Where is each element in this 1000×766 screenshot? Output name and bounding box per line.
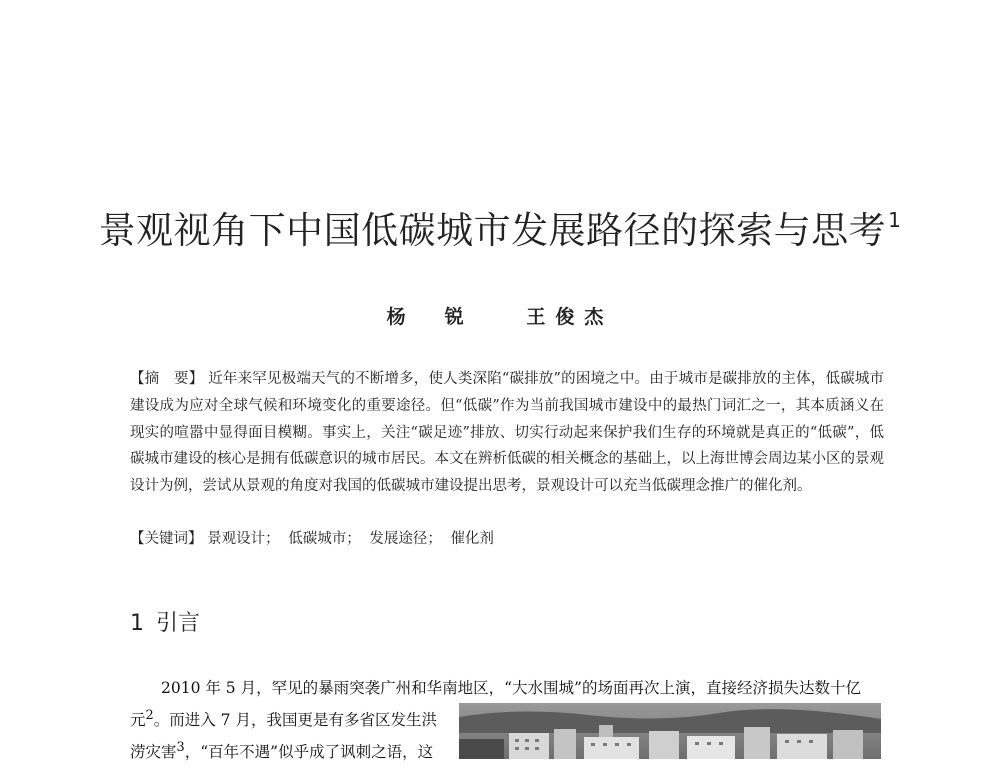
footnote-marker: 2 bbox=[145, 708, 154, 723]
abstract-label: 【摘 要】 bbox=[130, 371, 204, 387]
author-2: 王俊杰 bbox=[526, 306, 614, 328]
abstract-text: 近年来罕见极端天气的不断增多，使人类深陷“碳排放”的困境之中。由于城市是碳排放的主体，低碳城市建设成为应对全球气候和环境变化的重要途径。但“低碳”作为当前我国城市建设中的最热门词汇之一，其本质涵义在现实的喧嚣中显得面目模糊。事实上，关注“碳足迹”排放、切实行动起来保护我们生存的环境就是真正的“低碳”，低碳城市建设的核心是拥有低碳意识的城市居民。本文在辨析低碳的相关概念的基础上，以上海世博会周边某小区的景观设计为例，尝试从景观的角度对我国的低碳城市建设提出思考，景观设计可以充当低碳理念推广的催化剂。 bbox=[130, 371, 884, 495]
keyword: 发展途径； bbox=[369, 531, 442, 547]
keyword: 景观设计； bbox=[207, 531, 280, 547]
author-1: 杨 锐 bbox=[386, 306, 474, 328]
abstract bbox=[130, 366, 884, 500]
section-number: 1 bbox=[130, 611, 144, 636]
body-paragraph bbox=[130, 674, 884, 702]
keyword: 低碳城市； bbox=[288, 531, 361, 547]
section-heading bbox=[130, 606, 200, 637]
city-photo-image bbox=[459, 703, 881, 759]
footnote-marker: 3 bbox=[176, 740, 185, 756]
body-paragraph-wrapped bbox=[130, 702, 448, 766]
body-line: 元$^2$。而进入 7 月，我国更是有多省区发生洪 bbox=[130, 708, 437, 730]
paper-title bbox=[0, 200, 1000, 254]
section-title: 引言 bbox=[156, 611, 201, 636]
keyword: 催化剂 bbox=[450, 531, 494, 547]
body-line: 涝灾害$^3$，“百年不遇”似乎成了讽刺之语，这 bbox=[130, 740, 434, 762]
title-text: 景观视角下中国低碳城市发展路径的探索与思考 bbox=[98, 209, 887, 252]
authors bbox=[0, 302, 1000, 329]
title-footnote-marker: 1 bbox=[888, 208, 902, 232]
keywords bbox=[130, 526, 884, 552]
body-line: 2010 年 5 月，罕见的暴雨突袭广州和华南地区，“大水围城”的场面再次上演，直接经济损失达数十亿 bbox=[161, 679, 861, 697]
city-photo bbox=[459, 703, 881, 759]
keywords-label: 【关键词】 bbox=[130, 531, 203, 547]
